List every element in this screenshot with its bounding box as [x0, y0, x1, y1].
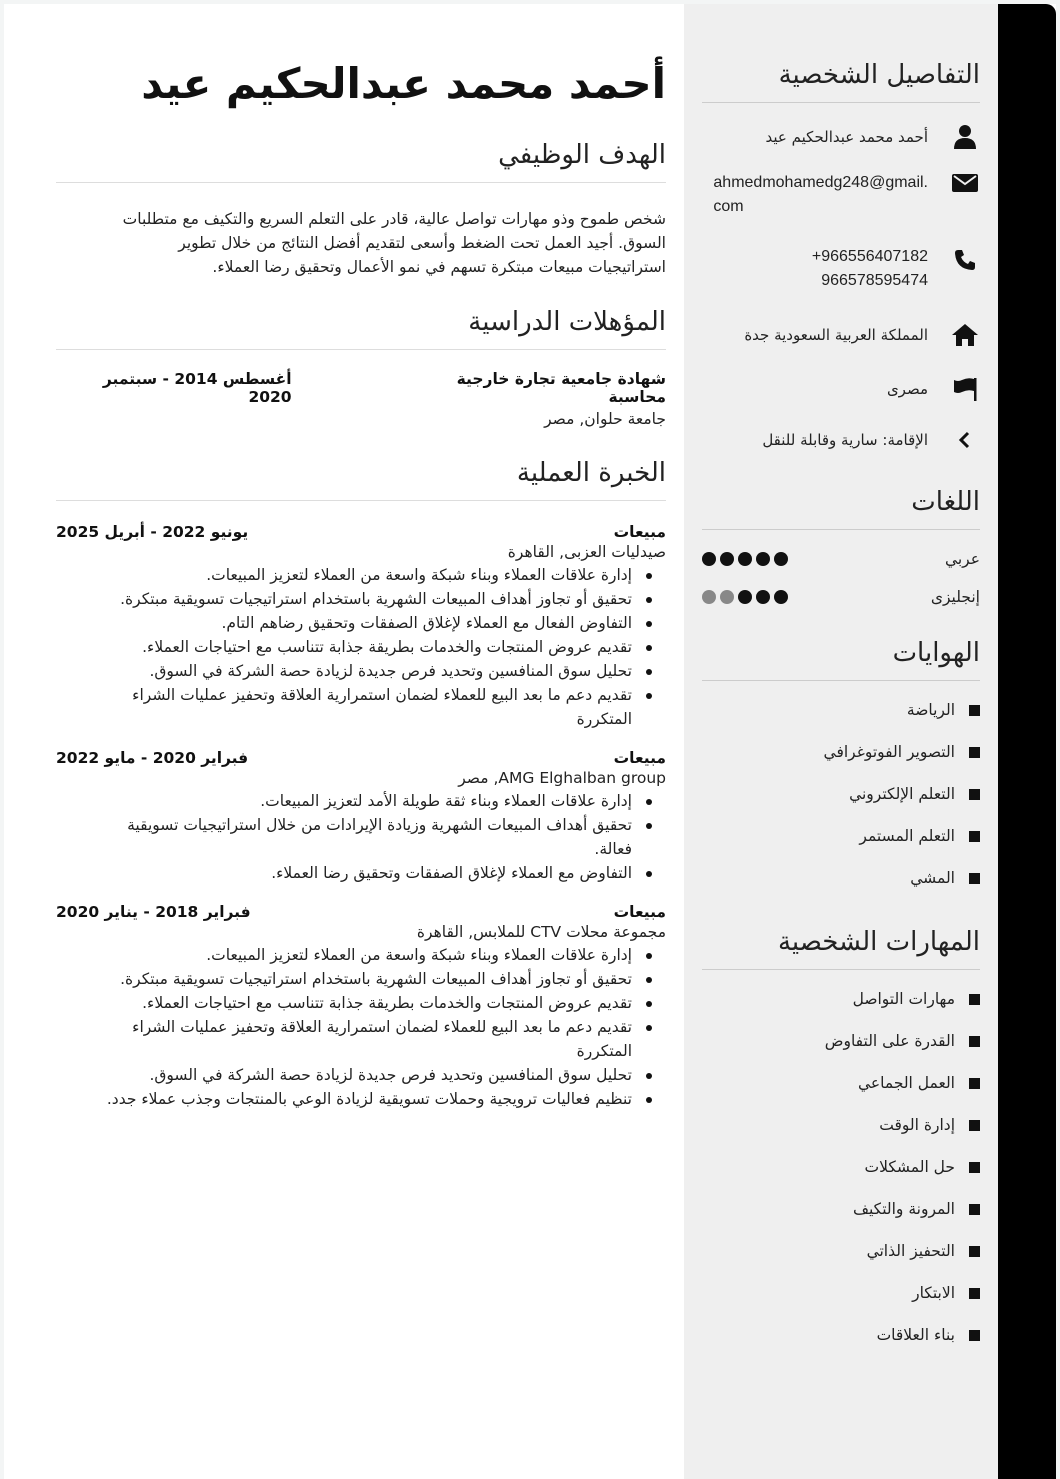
skill-text: القدرة على التفاوض	[824, 1032, 955, 1050]
details-title: التفاصيل الشخصية	[702, 58, 980, 103]
level-dot	[702, 590, 716, 604]
skill-text: بناء العلاقات	[876, 1326, 955, 1344]
square-bullet-icon	[969, 1288, 980, 1299]
skill-item	[702, 1062, 980, 1104]
full-name-heading: أحمد محمد عبدالحكيم عيد	[141, 59, 666, 108]
skill-item	[702, 1146, 980, 1188]
job-bullet: تحقيق أو تجاوز أهداف المبيعات الشهرية باستخدام استراتيجيات تسويقية مبتكرة.	[56, 967, 632, 991]
hobby-text: التصوير الفوتوغرافي	[823, 743, 955, 761]
detail-nationality	[702, 377, 980, 401]
chevron-icon	[950, 431, 980, 449]
job-company-text: AMG Elghalban group, مصر	[458, 769, 666, 787]
email-icon	[950, 174, 980, 192]
objective-line: السوق. أجيد العمل تحت الضغط وأسعى لتقديم أفضل النتائج من خلال تطوير	[178, 234, 666, 252]
language-row	[702, 588, 980, 606]
education-title: المؤهلات الدراسية	[56, 305, 666, 350]
skill-text: العمل الجماعي	[857, 1074, 955, 1092]
detail-email	[702, 171, 980, 219]
level-dot	[720, 552, 734, 566]
flag-icon	[950, 377, 980, 401]
phone-icon	[950, 249, 980, 271]
objective-section	[56, 138, 666, 279]
hobby-text: التعلم الإلكتروني	[849, 785, 955, 803]
detail-phone-text	[812, 245, 928, 293]
phone-1: 966556407182+	[811, 248, 928, 265]
job-bullets	[56, 563, 666, 707]
hobbies-list	[702, 689, 980, 899]
email-line-2: com	[713, 198, 744, 215]
skill-text: التحفيز الذاتي	[866, 1242, 955, 1260]
square-bullet-icon	[969, 747, 980, 758]
skill-item	[702, 1104, 980, 1146]
job-company: صيدليات العزبى, القاهرة	[507, 543, 666, 561]
hobby-item	[702, 731, 980, 773]
skill-text: مهارات التواصل	[852, 990, 955, 1008]
detail-nationality-text: مصرى	[886, 380, 928, 398]
detail-residency-text: الإقامة: سارية وقابلة للنقل	[762, 431, 928, 449]
detail-name-text: أحمد محمد عبدالحكيم عيد	[765, 128, 928, 146]
objective-line: استراتيجيات مبيعات مبتكرة تسهم في نمو الأعمال وتحقيق رضا العملاء.	[212, 258, 666, 276]
experience-section	[56, 456, 666, 1111]
job-bullet: إدارة علاقات العملاء وبناء شبكة واسعة من العملاء لتعزيز المبيعات.	[56, 943, 632, 967]
square-bullet-icon	[969, 1204, 980, 1215]
hobby-item	[702, 773, 980, 815]
level-dot	[738, 590, 752, 604]
job-bullet-continuation: المتكررة	[576, 1042, 632, 1060]
experience-title: الخبرة العملية	[56, 456, 666, 501]
language-level-dots	[702, 552, 788, 566]
square-bullet-icon	[969, 1036, 980, 1047]
level-dot	[756, 552, 770, 566]
level-dot	[738, 552, 752, 566]
job-bullets	[56, 861, 666, 885]
language-level-dots	[702, 590, 788, 604]
phone-2: 966578595474	[821, 272, 928, 289]
skill-item	[702, 1272, 980, 1314]
resume-page	[4, 4, 1056, 1479]
degree-name: شهادة جامعية تجارة خارجية محاسبة	[456, 370, 666, 406]
square-bullet-icon	[969, 1330, 980, 1341]
skill-item	[702, 1188, 980, 1230]
job-entry	[56, 749, 666, 885]
skill-text: الابتكار	[912, 1284, 955, 1302]
job-bullet: تقديم عروض المنتجات والخدمات بطريقة جذابة تتناسب مع احتياجات العملاء.	[56, 635, 632, 659]
level-dot	[720, 590, 734, 604]
square-bullet-icon	[969, 789, 980, 800]
job-entry	[56, 903, 666, 1111]
skill-item	[702, 1230, 980, 1272]
hobby-item	[702, 689, 980, 731]
languages-title: اللغات	[702, 485, 980, 530]
job-bullet: إدارة علاقات العملاء وبناء شبكة واسعة من العملاء لتعزيز المبيعات.	[56, 563, 632, 587]
job-role: مبيعات	[613, 523, 666, 541]
level-dot	[774, 552, 788, 566]
email-line-1: ahmedmohamedg248@gmail.	[713, 174, 928, 191]
job-bullet: تحليل سوق المنافسين وتحديد فرص جديدة لزيادة حصة الشركة في السوق.	[56, 659, 632, 683]
skills-title: المهارات الشخصية	[702, 925, 980, 970]
language-name: عربي	[944, 550, 980, 568]
square-bullet-icon	[969, 1120, 980, 1131]
job-company: مجموعة محلات CTV للملابس, القاهرة	[416, 923, 666, 941]
home-icon	[950, 323, 980, 347]
hobby-text: التعلم المستمر	[859, 827, 955, 845]
skill-text: حل المشكلات	[864, 1158, 955, 1176]
hobby-text: المشي	[910, 869, 955, 887]
decorative-edge-bar	[998, 4, 1056, 1479]
square-bullet-icon	[969, 1078, 980, 1089]
square-bullet-icon	[969, 1162, 980, 1173]
detail-residency	[702, 431, 980, 449]
job-bullet: تقديم دعم ما بعد البيع للعملاء لضمان استمرارية العلاقة وتحفيز عمليات الشراء	[56, 683, 632, 707]
language-row	[702, 550, 980, 568]
job-bullet: تنظيم فعاليات ترويجية وحملات تسويقية لزيادة الوعي بالمنتجات وجذب عملاء جدد.	[56, 1087, 632, 1111]
skill-text: إدارة الوقت	[879, 1116, 955, 1134]
school-name: جامعة حلوان, مصر	[544, 410, 666, 428]
job-bullets	[56, 1063, 666, 1111]
job-company	[56, 767, 666, 789]
hobby-text: الرياضة	[906, 701, 955, 719]
main-column	[56, 4, 666, 1111]
job-bullets	[56, 943, 666, 1039]
job-role: مبيعات	[613, 903, 666, 921]
detail-address	[702, 323, 980, 347]
square-bullet-icon	[969, 1246, 980, 1257]
detail-name	[702, 125, 980, 149]
job-bullet: التفاوض الفعال مع العملاء لإغلاق الصفقات وتحقيق رضاهم التام.	[56, 611, 632, 635]
job-bullet: تحقيق أهداف المبيعات الشهرية وزيادة الإيرادات من خلال استراتيجيات تسويقية	[56, 813, 632, 837]
job-dates: يونيو 2022 - أبريل 2025	[56, 523, 249, 541]
hobby-item	[702, 857, 980, 899]
hobbies-title: الهوايات	[702, 636, 980, 681]
detail-email-text	[713, 171, 928, 219]
job-bullet: تحقيق أو تجاوز أهداف المبيعات الشهرية باستخدام استراتيجيات تسويقية مبتكرة.	[56, 587, 632, 611]
skill-item	[702, 1020, 980, 1062]
objective-title: الهدف الوظيفي	[56, 138, 666, 183]
detail-phone	[702, 245, 980, 293]
job-bullet-continuation: المتكررة	[576, 710, 632, 728]
level-dot	[702, 552, 716, 566]
education-section	[56, 305, 666, 430]
skill-text: المرونة والتكيف	[852, 1200, 955, 1218]
job-dates: فبراير 2020 - مايو 2022	[56, 749, 249, 767]
level-dot	[756, 590, 770, 604]
skills-list	[702, 978, 980, 1356]
detail-address-text: المملكة العربية السعودية جدة	[744, 326, 928, 344]
job-bullet: تقديم دعم ما بعد البيع للعملاء لضمان استمرارية العلاقة وتحفيز عمليات الشراء	[56, 1015, 632, 1039]
language-name: إنجليزى	[930, 588, 980, 606]
skill-item	[702, 1314, 980, 1356]
square-bullet-icon	[969, 994, 980, 1005]
job-entry	[56, 523, 666, 731]
square-bullet-icon	[969, 705, 980, 716]
square-bullet-icon	[969, 873, 980, 884]
job-dates: فبراير 2018 - يناير 2020	[56, 903, 251, 921]
hobby-item	[702, 815, 980, 857]
job-bullet: تحليل سوق المنافسين وتحديد فرص جديدة لزيادة حصة الشركة في السوق.	[56, 1063, 632, 1087]
square-bullet-icon	[969, 831, 980, 842]
level-dot	[774, 590, 788, 604]
job-bullet: تقديم عروض المنتجات والخدمات بطريقة جذابة تتناسب مع احتياجات العملاء.	[56, 991, 632, 1015]
skill-item	[702, 978, 980, 1020]
job-bullets	[56, 789, 666, 837]
job-bullet: التفاوض مع العملاء لإغلاق الصفقات وتحقيق رضا العملاء.	[56, 861, 632, 885]
education-dates: أغسطس 2014 - سبتمبر 2020	[102, 370, 292, 406]
job-bullet: إدارة علاقات العملاء وبناء ثقة طويلة الأمد لتعزيز المبيعات.	[56, 789, 632, 813]
sidebar	[684, 4, 998, 1479]
objective-line: شخص طموح وذو مهارات تواصل عالية، قادر على التعلم السريع والتكيف مع متطلبات	[122, 210, 666, 228]
user-icon	[950, 125, 980, 149]
job-role: مبيعات	[613, 749, 666, 767]
job-bullet-continuation: فعالة.	[594, 840, 632, 858]
